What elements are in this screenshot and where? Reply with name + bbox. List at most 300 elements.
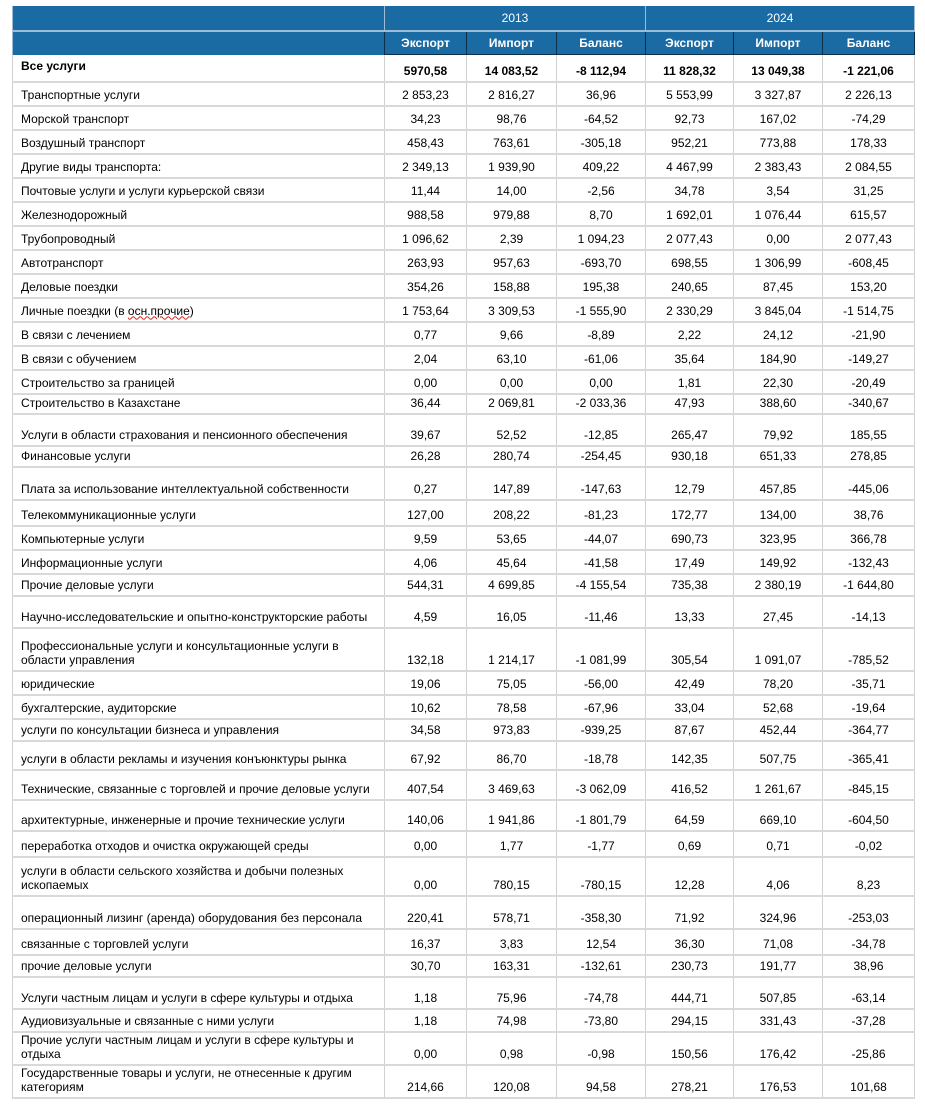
- cell-export-2024: 5 553,99: [646, 82, 734, 106]
- cell-import-2024: 52,68: [734, 695, 823, 719]
- cell-export-2013: 34,23: [385, 106, 467, 130]
- cell-import-2013: 14,00: [467, 178, 557, 202]
- cell-export-2024: 13,33: [646, 596, 734, 628]
- cell-import-2024: 0,71: [734, 831, 823, 857]
- row-label: [13, 202, 385, 226]
- row-label: [13, 106, 385, 130]
- cell-import-2013: 98,76: [467, 106, 557, 130]
- cell-export-2013: 2 349,13: [385, 154, 467, 178]
- row-label: [13, 596, 385, 628]
- table-row: [13, 446, 915, 467]
- row-label-text: Транспортные услуги: [21, 87, 140, 102]
- row-label: [13, 250, 385, 274]
- table-row: [13, 154, 915, 178]
- cell-export-2024: 172,77: [646, 500, 734, 526]
- cell-export-2024: 64,59: [646, 800, 734, 831]
- row-label: [13, 226, 385, 250]
- cell-export-2013: 1 096,62: [385, 226, 467, 250]
- table-row: [13, 896, 915, 929]
- cell-balance-2024: 178,33: [823, 130, 915, 154]
- cell-export-2024: 17,49: [646, 550, 734, 574]
- cell-import-2024: 1 076,44: [734, 202, 823, 226]
- cell-import-2024: 176,53: [734, 1065, 823, 1098]
- cell-balance-2024: -35,71: [823, 671, 915, 695]
- row-label: [13, 154, 385, 178]
- cell-balance-2013: -358,30: [557, 896, 646, 929]
- table-row: [13, 394, 915, 414]
- cell-balance-2024: -19,64: [823, 695, 915, 719]
- cell-balance-2013: -4 155,54: [557, 574, 646, 596]
- row-label-text: Морской транспорт: [21, 111, 130, 126]
- cell-balance-2013: 409,22: [557, 154, 646, 178]
- cell-export-2013: 16,37: [385, 929, 467, 955]
- cell-balance-2024: -14,13: [823, 596, 915, 628]
- cell-export-2024: 230,73: [646, 955, 734, 977]
- cell-import-2024: 71,08: [734, 929, 823, 955]
- cell-import-2024: 134,00: [734, 500, 823, 526]
- cell-balance-2013: -2 033,36: [557, 394, 646, 414]
- cell-balance-2024: 38,96: [823, 955, 915, 977]
- services-trade-table: [12, 6, 915, 1099]
- cell-export-2013: 4,59: [385, 596, 467, 628]
- cell-export-2013: 5970,58: [385, 55, 467, 82]
- col-import-2024: Импорт: [734, 31, 823, 55]
- spellcheck-underlined-text: осн.прочие: [127, 303, 190, 318]
- table-row: [13, 226, 915, 250]
- cell-balance-2013: -305,18: [557, 130, 646, 154]
- row-label: [13, 955, 385, 977]
- row-label: [13, 346, 385, 370]
- row-label-text: В связи с лечением: [21, 327, 131, 342]
- row-label-text: услуги по консультации бизнеса и управления: [21, 722, 280, 737]
- row-label-text: прочие деловые услуги: [21, 958, 152, 973]
- cell-balance-2013: -1 555,90: [557, 298, 646, 322]
- table-row: [13, 526, 915, 550]
- cell-import-2024: 13 049,38: [734, 55, 823, 82]
- cell-balance-2024: 185,55: [823, 414, 915, 446]
- cell-import-2024: 331,43: [734, 1009, 823, 1032]
- cell-export-2024: 36,30: [646, 929, 734, 955]
- table-row: [13, 370, 915, 394]
- row-label: [13, 394, 385, 414]
- table-row: [13, 955, 915, 977]
- cell-import-2013: 9,66: [467, 322, 557, 346]
- cell-import-2013: 0,98: [467, 1032, 557, 1065]
- table-row: [13, 130, 915, 154]
- row-label-text: Профессиональные услуги и консультационные услуги в области управления: [21, 638, 339, 667]
- cell-balance-2024: -1 514,75: [823, 298, 915, 322]
- cell-import-2024: 669,10: [734, 800, 823, 831]
- row-label-text: Технические, связанные с торговлей и прочие деловые услуги: [21, 781, 370, 796]
- cell-export-2024: 42,49: [646, 671, 734, 695]
- cell-import-2013: 1,77: [467, 831, 557, 857]
- cell-import-2024: 651,33: [734, 446, 823, 467]
- cell-export-2013: 354,26: [385, 274, 467, 298]
- row-label-text: Научно-исследовательские и опытно-конструкторские работы: [21, 609, 368, 624]
- cell-import-2013: 52,52: [467, 414, 557, 446]
- table-row: [13, 106, 915, 130]
- cell-balance-2013: -73,80: [557, 1009, 646, 1032]
- row-label: [13, 857, 385, 896]
- cell-import-2013: 63,10: [467, 346, 557, 370]
- cell-balance-2024: 31,25: [823, 178, 915, 202]
- cell-export-2024: 142,35: [646, 741, 734, 770]
- table-row: [13, 929, 915, 955]
- cell-import-2024: 176,42: [734, 1032, 823, 1065]
- row-label-text: Аудиовизуальные и связанные с ними услуги: [21, 1013, 275, 1028]
- cell-balance-2013: 8,70: [557, 202, 646, 226]
- cell-export-2024: 294,15: [646, 1009, 734, 1032]
- row-label: [13, 298, 385, 322]
- cell-import-2024: 4,06: [734, 857, 823, 896]
- cell-export-2024: 35,64: [646, 346, 734, 370]
- cell-export-2013: 0,00: [385, 831, 467, 857]
- cell-import-2024: 3 327,87: [734, 82, 823, 106]
- cell-balance-2024: 38,76: [823, 500, 915, 526]
- row-label: [13, 526, 385, 550]
- cell-balance-2013: -0,98: [557, 1032, 646, 1065]
- cell-import-2024: 184,90: [734, 346, 823, 370]
- cell-balance-2024: -445,06: [823, 467, 915, 500]
- row-label-text: Деловые поездки: [21, 279, 118, 294]
- table-row: [13, 550, 915, 574]
- row-label-text: В связи с обучением: [21, 351, 137, 366]
- cell-export-2013: 26,28: [385, 446, 467, 467]
- table-row: [13, 1032, 915, 1065]
- cell-balance-2024: -63,14: [823, 977, 915, 1009]
- row-label: [13, 741, 385, 770]
- cell-import-2013: 973,83: [467, 719, 557, 741]
- col-balance-2013: Баланс: [557, 31, 646, 55]
- cell-export-2024: 930,18: [646, 446, 734, 467]
- cell-balance-2013: -56,00: [557, 671, 646, 695]
- row-label-text: Компьютерные услуги: [21, 531, 145, 546]
- row-label-text: Строительство в Казахстане: [21, 395, 181, 410]
- cell-import-2024: 27,45: [734, 596, 823, 628]
- cell-balance-2013: -74,78: [557, 977, 646, 1009]
- row-label: [13, 1009, 385, 1032]
- cell-import-2024: 78,20: [734, 671, 823, 695]
- cell-balance-2013: -8,89: [557, 322, 646, 346]
- row-label-text: Телекоммуникационные услуги: [21, 507, 196, 522]
- row-label: [13, 55, 385, 82]
- year-header-row: [13, 6, 915, 31]
- cell-balance-2024: -364,77: [823, 719, 915, 741]
- cell-export-2024: 12,79: [646, 467, 734, 500]
- cell-import-2024: 191,77: [734, 955, 823, 977]
- table-row: [13, 322, 915, 346]
- cell-import-2024: 1 091,07: [734, 628, 823, 671]
- cell-balance-2024: -0,02: [823, 831, 915, 857]
- cell-export-2024: 2 330,29: [646, 298, 734, 322]
- cell-balance-2013: -1,77: [557, 831, 646, 857]
- cell-export-2024: 47,93: [646, 394, 734, 414]
- cell-balance-2013: 0,00: [557, 370, 646, 394]
- cell-balance-2013: -18,78: [557, 741, 646, 770]
- cell-balance-2024: -253,03: [823, 896, 915, 929]
- row-label: [13, 550, 385, 574]
- cell-balance-2024: -608,45: [823, 250, 915, 274]
- cell-import-2024: 79,92: [734, 414, 823, 446]
- cell-balance-2013: -780,15: [557, 857, 646, 896]
- row-label: [13, 274, 385, 298]
- cell-import-2013: 0,00: [467, 370, 557, 394]
- cell-export-2024: 690,73: [646, 526, 734, 550]
- cell-import-2013: 45,64: [467, 550, 557, 574]
- row-label-text: Трубопроводный: [21, 231, 116, 246]
- cell-balance-2013: -2,56: [557, 178, 646, 202]
- table-row: [13, 467, 915, 500]
- cell-balance-2013: -147,63: [557, 467, 646, 500]
- cell-balance-2024: 8,23: [823, 857, 915, 896]
- cell-balance-2024: 101,68: [823, 1065, 915, 1098]
- row-label-text: Все услуги: [21, 59, 86, 73]
- table-row: [13, 274, 915, 298]
- cell-balance-2024: -74,29: [823, 106, 915, 130]
- cell-import-2024: 507,85: [734, 977, 823, 1009]
- cell-import-2024: 24,12: [734, 322, 823, 346]
- cell-export-2013: 1,18: [385, 977, 467, 1009]
- cell-export-2024: 305,54: [646, 628, 734, 671]
- cell-import-2024: 149,92: [734, 550, 823, 574]
- cell-export-2024: 735,38: [646, 574, 734, 596]
- cell-export-2024: 698,55: [646, 250, 734, 274]
- table-row: [13, 298, 915, 322]
- cell-import-2013: 120,08: [467, 1065, 557, 1098]
- cell-balance-2024: -20,49: [823, 370, 915, 394]
- row-label-text: Информационные услуги: [21, 555, 163, 570]
- cell-import-2024: 452,44: [734, 719, 823, 741]
- cell-balance-2013: 12,54: [557, 929, 646, 955]
- cell-export-2013: 0,00: [385, 370, 467, 394]
- row-label: [13, 770, 385, 800]
- col-import-2013: Импорт: [467, 31, 557, 55]
- cell-import-2024: 2 380,19: [734, 574, 823, 596]
- cell-export-2013: 0,00: [385, 857, 467, 896]
- table-row: [13, 1009, 915, 1032]
- cell-balance-2013: -1 801,79: [557, 800, 646, 831]
- row-label-text: Услуги частным лицам и услуги в сфере культуры и отдыха: [21, 990, 353, 1005]
- table-body: [13, 55, 915, 1098]
- cell-balance-2013: -64,52: [557, 106, 646, 130]
- cell-export-2013: 407,54: [385, 770, 467, 800]
- cell-import-2024: 323,95: [734, 526, 823, 550]
- row-label-text: Финансовые услуги: [21, 448, 131, 463]
- table-header: [13, 6, 915, 55]
- row-label: [13, 1065, 385, 1098]
- cell-balance-2013: 195,38: [557, 274, 646, 298]
- row-label-text: Услуги в области страхования и пенсионного обеспечения: [21, 427, 348, 442]
- cell-export-2024: 11 828,32: [646, 55, 734, 82]
- row-label: [13, 671, 385, 695]
- cell-export-2024: 87,67: [646, 719, 734, 741]
- cell-export-2013: 127,00: [385, 500, 467, 526]
- cell-export-2013: 30,70: [385, 955, 467, 977]
- cell-import-2024: 457,85: [734, 467, 823, 500]
- cell-export-2013: 39,67: [385, 414, 467, 446]
- row-label: [13, 370, 385, 394]
- col-export-2013: Экспорт: [385, 31, 467, 55]
- cell-import-2024: 87,45: [734, 274, 823, 298]
- cell-export-2013: 263,93: [385, 250, 467, 274]
- cell-import-2024: 1 261,67: [734, 770, 823, 800]
- row-label-text: Другие виды транспорта:: [21, 159, 162, 174]
- cell-balance-2013: -11,46: [557, 596, 646, 628]
- cell-export-2013: 132,18: [385, 628, 467, 671]
- row-label-text: услуги в области сельского хозяйства и добычи полезных ископаемых: [21, 863, 344, 892]
- cell-import-2024: 0,00: [734, 226, 823, 250]
- row-label: [13, 467, 385, 500]
- cell-import-2013: 163,31: [467, 955, 557, 977]
- cell-export-2024: 1,81: [646, 370, 734, 394]
- cell-export-2013: 19,06: [385, 671, 467, 695]
- row-label-text: архитектурные, инженерные и прочие технические услуги: [21, 812, 345, 827]
- cell-import-2013: 53,65: [467, 526, 557, 550]
- cell-export-2024: 1 692,01: [646, 202, 734, 226]
- header-blank: [13, 6, 385, 31]
- table-row: [13, 250, 915, 274]
- cell-export-2013: 1 753,64: [385, 298, 467, 322]
- col-balance-2024: Баланс: [823, 31, 915, 55]
- table-row: [13, 857, 915, 896]
- cell-import-2024: 167,02: [734, 106, 823, 130]
- cell-balance-2024: -21,90: [823, 322, 915, 346]
- cell-import-2024: 773,88: [734, 130, 823, 154]
- cell-export-2013: 0,27: [385, 467, 467, 500]
- row-label-text: бухгалтерские, аудиторские: [21, 700, 177, 715]
- cell-import-2013: 1 214,17: [467, 628, 557, 671]
- table-row: [13, 1065, 915, 1098]
- cell-balance-2024: -340,67: [823, 394, 915, 414]
- table-row: [13, 202, 915, 226]
- cell-export-2013: 0,77: [385, 322, 467, 346]
- cell-balance-2024: 366,78: [823, 526, 915, 550]
- cell-balance-2024: -132,43: [823, 550, 915, 574]
- cell-export-2024: 2,22: [646, 322, 734, 346]
- row-label: [13, 1032, 385, 1065]
- cell-balance-2013: -8 112,94: [557, 55, 646, 82]
- cell-export-2013: 140,06: [385, 800, 467, 831]
- row-label: [13, 322, 385, 346]
- cell-import-2013: 979,88: [467, 202, 557, 226]
- row-label: [13, 977, 385, 1009]
- cell-balance-2024: 615,57: [823, 202, 915, 226]
- table-row: [13, 800, 915, 831]
- cell-import-2013: 780,15: [467, 857, 557, 896]
- cell-export-2024: 952,21: [646, 130, 734, 154]
- cell-export-2013: 0,00: [385, 1032, 467, 1065]
- cell-import-2013: 75,96: [467, 977, 557, 1009]
- cell-import-2013: 2 069,81: [467, 394, 557, 414]
- cell-balance-2024: -37,28: [823, 1009, 915, 1032]
- cell-export-2013: 220,41: [385, 896, 467, 929]
- cell-balance-2024: -785,52: [823, 628, 915, 671]
- cell-balance-2024: -149,27: [823, 346, 915, 370]
- row-label: [13, 695, 385, 719]
- cell-import-2013: 208,22: [467, 500, 557, 526]
- row-label-text: Железнодорожный: [21, 207, 128, 222]
- row-label-text: услуги в области рекламы и изучения конъюнктуры рынка: [21, 751, 347, 766]
- row-label-text: Строительство за границей: [21, 375, 175, 390]
- row-label-tail: ): [189, 303, 194, 318]
- cell-import-2013: 578,71: [467, 896, 557, 929]
- row-label: [13, 82, 385, 106]
- cell-export-2013: 214,66: [385, 1065, 467, 1098]
- cell-export-2024: 2 077,43: [646, 226, 734, 250]
- table-row: [13, 178, 915, 202]
- cell-balance-2013: -132,61: [557, 955, 646, 977]
- cell-export-2024: 71,92: [646, 896, 734, 929]
- cell-import-2024: 388,60: [734, 394, 823, 414]
- row-label-text: Автотранспорт: [21, 255, 104, 270]
- table-row: [13, 671, 915, 695]
- row-label: [13, 896, 385, 929]
- cell-import-2013: 86,70: [467, 741, 557, 770]
- cell-export-2024: 12,28: [646, 857, 734, 896]
- row-label: [13, 446, 385, 467]
- cell-export-2013: 9,59: [385, 526, 467, 550]
- cell-import-2013: 3 469,63: [467, 770, 557, 800]
- cell-balance-2013: -939,25: [557, 719, 646, 741]
- row-label-text: Прочие услуги частным лицам и услуги в сфере культуры и отдыха: [21, 1032, 354, 1061]
- cell-balance-2024: -845,15: [823, 770, 915, 800]
- cell-export-2013: 10,62: [385, 695, 467, 719]
- cell-export-2013: 544,31: [385, 574, 467, 596]
- cell-import-2013: 74,98: [467, 1009, 557, 1032]
- cell-export-2024: 240,65: [646, 274, 734, 298]
- cell-import-2013: 280,74: [467, 446, 557, 467]
- table-row: [13, 770, 915, 800]
- cell-export-2024: 0,69: [646, 831, 734, 857]
- row-label: [13, 929, 385, 955]
- cell-export-2013: 2,04: [385, 346, 467, 370]
- row-label: [13, 130, 385, 154]
- cell-export-2013: 67,92: [385, 741, 467, 770]
- cell-balance-2024: -365,41: [823, 741, 915, 770]
- row-label-text: юридические: [21, 676, 95, 691]
- table-row: [13, 977, 915, 1009]
- cell-balance-2024: 2 077,43: [823, 226, 915, 250]
- cell-balance-2013: -1 081,99: [557, 628, 646, 671]
- row-label-text: Почтовые услуги и услуги курьерской связи: [21, 183, 265, 198]
- table-row: [13, 55, 915, 82]
- cell-import-2013: 158,88: [467, 274, 557, 298]
- row-label-text: Воздушный транспорт: [21, 135, 146, 150]
- cell-export-2013: 4,06: [385, 550, 467, 574]
- cell-import-2024: 2 383,43: [734, 154, 823, 178]
- cell-import-2013: 957,63: [467, 250, 557, 274]
- cell-balance-2013: -3 062,09: [557, 770, 646, 800]
- table-row: [13, 82, 915, 106]
- row-label: [13, 831, 385, 857]
- table-row: [13, 719, 915, 741]
- cell-import-2024: 3,54: [734, 178, 823, 202]
- cell-export-2013: 458,43: [385, 130, 467, 154]
- cell-balance-2024: -34,78: [823, 929, 915, 955]
- table-row: [13, 500, 915, 526]
- cell-export-2013: 11,44: [385, 178, 467, 202]
- cell-export-2024: 416,52: [646, 770, 734, 800]
- cell-balance-2013: 36,96: [557, 82, 646, 106]
- cell-import-2024: 507,75: [734, 741, 823, 770]
- cell-balance-2024: -25,86: [823, 1032, 915, 1065]
- row-label-text: переработка отходов и очистка окружающей среды: [21, 838, 309, 853]
- cell-balance-2013: -44,07: [557, 526, 646, 550]
- cell-export-2013: 36,44: [385, 394, 467, 414]
- cell-balance-2024: 2 226,13: [823, 82, 915, 106]
- table-row: [13, 346, 915, 370]
- row-label-text: Плата за использование интеллектуальной собственности: [21, 481, 349, 496]
